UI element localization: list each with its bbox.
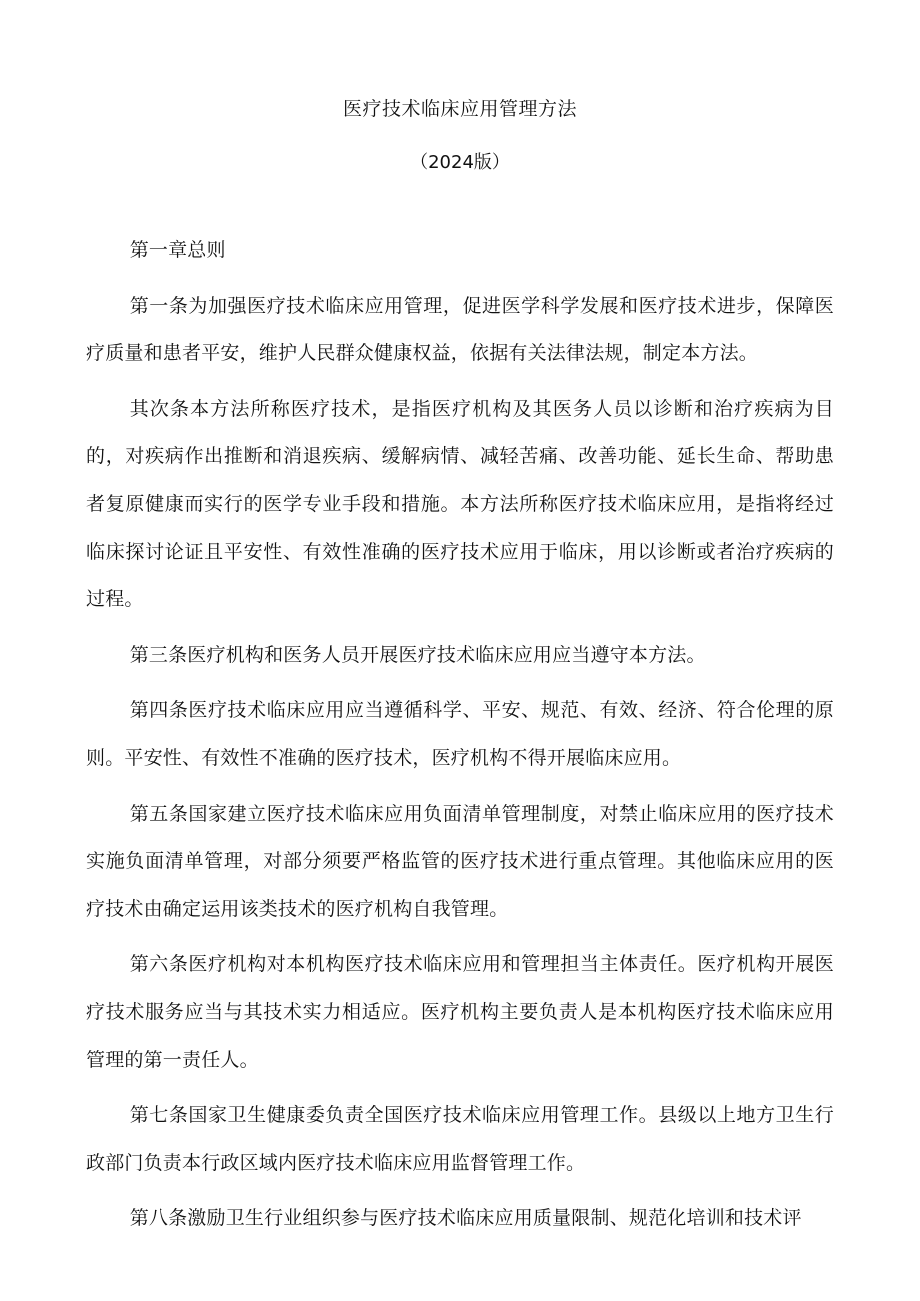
chapter-heading: 第一章总则 [129,239,226,261]
article-paragraph-1: 第一条为加强医疗技术临床应用管理，促进医学科学发展和医疗技术进步，保障医疗质量和患者平安，维护人民群众健康权益，依据有关法律法规，制定本方法。 [86,294,834,365]
document-title: 医疗技术临床应用管理方法 [342,98,577,120]
article-paragraph-5: 第五条国家建立医疗技术临床应用负面清单管理制度，对禁止临床应用的医疗技术实施负面清单管理，对部分须要严格监管的医疗技术进行重点管理。其他临床应用的医疗技术由确定运用该类技术的医疗机构自我管理。 [86,802,834,920]
document-body [86,227,834,1251]
article-paragraph-3: 第三条医疗机构和医务人员开展医疗技术临床应用应当遵守本方法。 [129,643,706,666]
article-paragraph-2: 其次条本方法所称医疗技术，是指医疗机构及其医务人员以诊断和治疗疾病为目的，对疾病作出推断和消退疾病、缓解病情、减轻苦痛、改善功能、延长生命、帮助患者复原健康而实行的医学专业手段和措施。本方法所称医疗技术临床应用，是指将经过临床探讨论证且平安性、有效性准确的医疗技术应用于临床，用以诊断或者治疗疾病的过程。 [86,397,834,611]
article-paragraph-6: 第六条医疗机构对本机构医疗技术临床应用和管理担当主体责任。医疗机构开展医疗技术服务应当与其技术实力相适应。医疗机构主要负责人是本机构医疗技术临床应用管理的第一责任人。 [86,953,834,1071]
article-paragraph-4: 第四条医疗技术临床应用应当遵循科学、平安、规范、有效、经济、符合伦理的原则。平安性、有效性不准确的医疗技术，医疗机构不得开展临床应用。 [86,699,834,769]
article-paragraph-8: 第八条激励卫生行业组织参与医疗技术临床应用质量限制、规范化培训和技术评 [129,1207,802,1230]
article-paragraph-7: 第七条国家卫生健康委负责全国医疗技术临床应用管理工作。县级以上地方卫生行政部门负责本行政区域内医疗技术临床应用监督管理工作。 [86,1104,834,1174]
document-version: （2024版） [410,152,510,173]
